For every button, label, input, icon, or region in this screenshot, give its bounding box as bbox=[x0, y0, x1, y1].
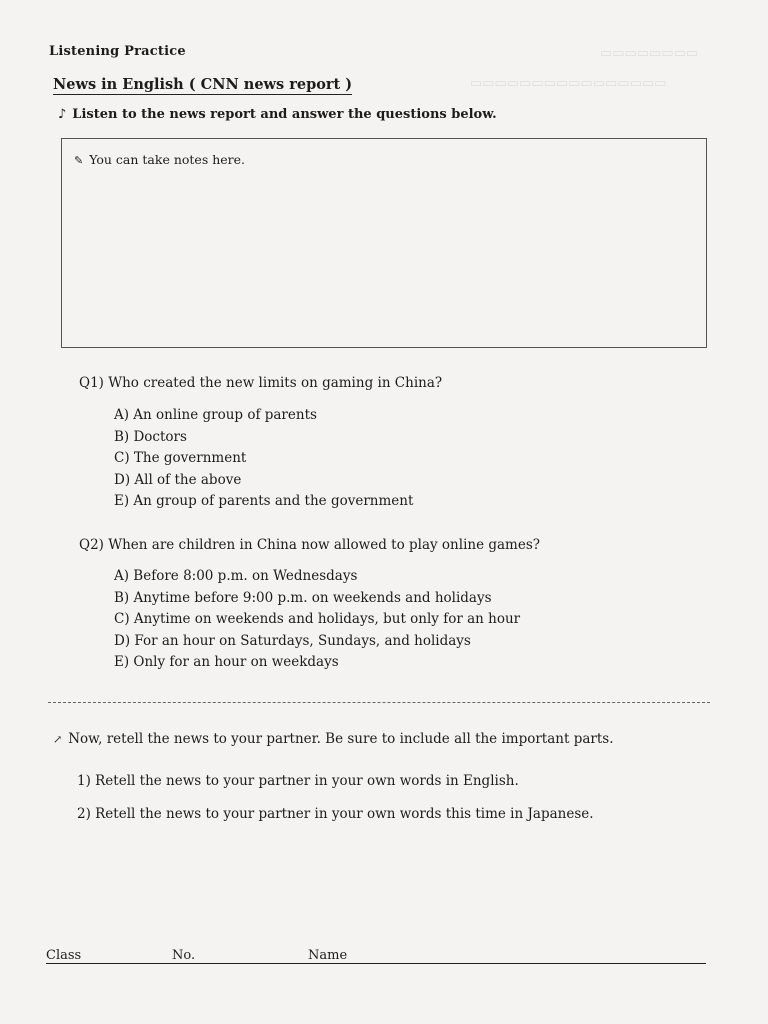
pencil-icon: ✎ bbox=[74, 154, 84, 167]
answer-option[interactable]: B) Doctors bbox=[114, 428, 187, 445]
answer-option[interactable]: D) All of the above bbox=[114, 471, 242, 488]
notes-area[interactable] bbox=[61, 138, 707, 348]
bleed-through: ▭▭▭▭▭▭▭▭▭▭▭▭▭▭▭▭ bbox=[470, 76, 667, 91]
section-divider bbox=[48, 702, 710, 703]
question-1 bbox=[79, 375, 442, 391]
notes-hint bbox=[74, 152, 245, 167]
speech-icon: ↗ bbox=[53, 733, 63, 746]
instruction-text: Listen to the news report and answer the questions below. bbox=[72, 107, 497, 122]
question-text: When are children in China now allowed to play online games? bbox=[108, 537, 541, 553]
answer-option[interactable]: E) An group of parents and the government bbox=[114, 493, 414, 509]
number-label: No. bbox=[172, 948, 196, 963]
name-label: Name bbox=[308, 948, 348, 963]
retell-heading-text: Now, retell the news to your partner. Be sure to include all the important parts. bbox=[68, 731, 614, 747]
answer-option[interactable]: A) An online group of parents bbox=[114, 407, 317, 423]
question-2-options bbox=[114, 566, 520, 674]
answer-option[interactable]: D) For an hour on Saturdays, Sundays, and holidays bbox=[114, 632, 471, 649]
listening-instruction bbox=[58, 107, 497, 122]
question-1-options bbox=[114, 405, 413, 513]
question-2 bbox=[79, 537, 540, 553]
underline bbox=[46, 963, 706, 964]
student-info-line bbox=[46, 948, 706, 968]
course-name: Listening Practice bbox=[49, 44, 186, 59]
retell-task: 1) Retell the news to your partner in your own words in English. bbox=[77, 773, 519, 789]
question-label: Q1) bbox=[79, 375, 104, 391]
answer-option[interactable]: B) Anytime before 9:00 p.m. on weekends and holidays bbox=[114, 589, 492, 606]
question-text: Who created the new limits on gaming in China? bbox=[108, 375, 443, 391]
bleed-through: ▭▭▭▭▭▭▭▭ bbox=[600, 46, 699, 61]
retell-heading bbox=[53, 731, 613, 747]
class-label: Class bbox=[46, 948, 82, 963]
answer-option[interactable]: C) Anytime on weekends and holidays, but only for an hour bbox=[114, 611, 521, 627]
page-title: News in English ( CNN news report ) bbox=[53, 76, 353, 93]
question-label: Q2) bbox=[79, 537, 104, 553]
answer-option[interactable]: A) Before 8:00 p.m. on Wednesdays bbox=[114, 568, 358, 584]
music-note-icon: ♪ bbox=[58, 107, 67, 122]
answer-option[interactable]: E) Only for an hour on weekdays bbox=[114, 654, 339, 670]
retell-task: 2) Retell the news to your partner in your own words this time in Japanese. bbox=[77, 806, 594, 822]
notes-hint-text: You can take notes here. bbox=[89, 152, 246, 167]
answer-option[interactable]: C) The government bbox=[114, 450, 247, 466]
